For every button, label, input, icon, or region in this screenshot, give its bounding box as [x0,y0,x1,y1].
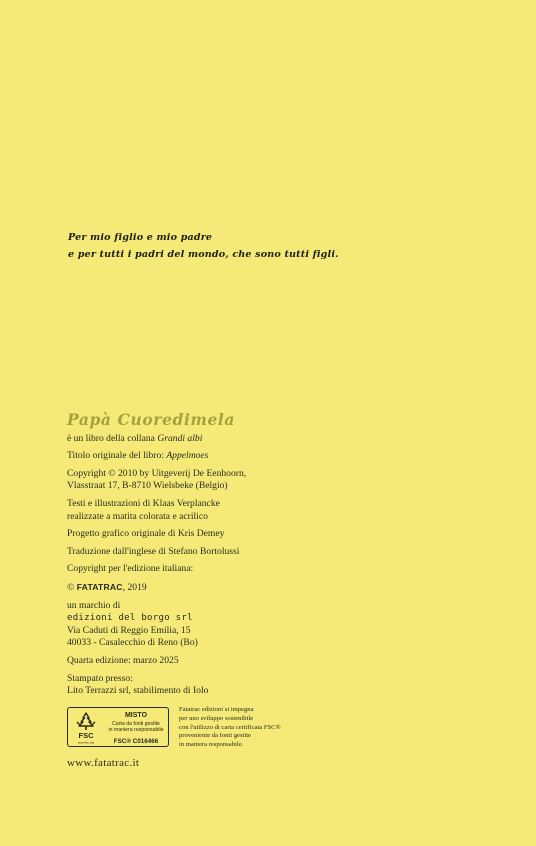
fsc-logo-text: FSC [78,731,94,740]
design-credit-text: Progetto grafico originale di Kris Demey [67,528,225,540]
publisher-block [67,600,327,650]
collana-prefix: è un libro della collana [67,432,158,444]
website-link[interactable]: www.fatatrac.it [67,757,140,769]
fsc-tree-icon [72,711,100,745]
fsc-label [67,707,169,747]
publisher-address-2: 40033 - Casalecchio di Reno (Bo) [67,637,198,649]
collana-line [67,433,327,446]
credits-block [67,498,327,523]
translation-credit-text: Traduzione dall'inglese di Stefano Bortolussi [67,545,240,557]
copyright-line-2: Vlasstraat 17, B-8710 Wielsbeke (Belgio) [67,480,228,492]
fsc-note-line: per uno sviluppo sostenibile [179,714,254,722]
original-title-prefix: Titolo originale del libro: [67,450,167,462]
italian-edition-label-text: Copyright per l'edizione italiana: [67,563,194,575]
fsc-section [67,707,367,751]
copyright-symbol: © [67,581,75,593]
italian-edition-label [67,563,327,576]
fsc-small-text [104,721,168,733]
edition-text: Quarta edizione: marzo 2025 [67,654,179,666]
fsc-small-line-2: in maniera responsabile [108,727,164,733]
printing-label: Stampato presso: [67,672,133,684]
printing-printer: Lito Terrazzi srl, stabilimento di Iolo [67,685,209,697]
copyright-line-1: Copyright © 2010 by Uitgeverij De Eenhoorn, [67,467,247,479]
edition-line [67,655,327,668]
fsc-url: www.fsc.org [77,740,95,745]
original-title-name: Appelmoes [166,450,209,462]
credits-text-2: realizzate a matita colorata e acrilico [67,510,208,522]
book-title: Papà Cuoredimela [67,410,236,429]
fsc-small-line-1: Carta da fonti gestite [112,721,160,727]
italian-edition-year: , 2019 [122,581,147,593]
dedication-line-1: Per mio figlio e mio padre [68,232,213,243]
design-credit [67,528,327,541]
colophon [67,410,327,703]
publisher-address-1: Via Caduti di Reggio Emilia, 15 [67,624,191,636]
fatatrac-brand: FATATRAC [76,581,123,592]
original-title-line [67,450,327,463]
fsc-misto: MISTO [124,712,148,719]
dedication [68,229,339,263]
copyright-block [67,468,327,493]
fsc-note-line: proveniente da fonti gestite [179,732,251,740]
fsc-note-line: Fatatrac edizioni si impegna [179,706,254,713]
publisher-name: edizioni del borgo srl [67,613,193,624]
translation-credit [67,546,327,559]
dedication-line-2: e per tutti i padri del mondo, che sono tutti figli. [68,249,339,260]
fsc-note [179,706,281,750]
collana-name: Grandi albi [157,432,203,444]
printing-block [67,673,327,698]
publisher-marchio: un marchio di [67,599,121,611]
italian-edition-copyright [67,581,327,595]
fsc-note-line: in maniera responsabile. [179,741,244,749]
credits-text-1: Testi e illustrazioni di Klaas Verplancke [67,497,220,509]
fsc-code: FSC® C016466 [113,738,159,745]
fsc-note-line: con l'utilizzo di carta certificata FSC® [179,723,281,731]
